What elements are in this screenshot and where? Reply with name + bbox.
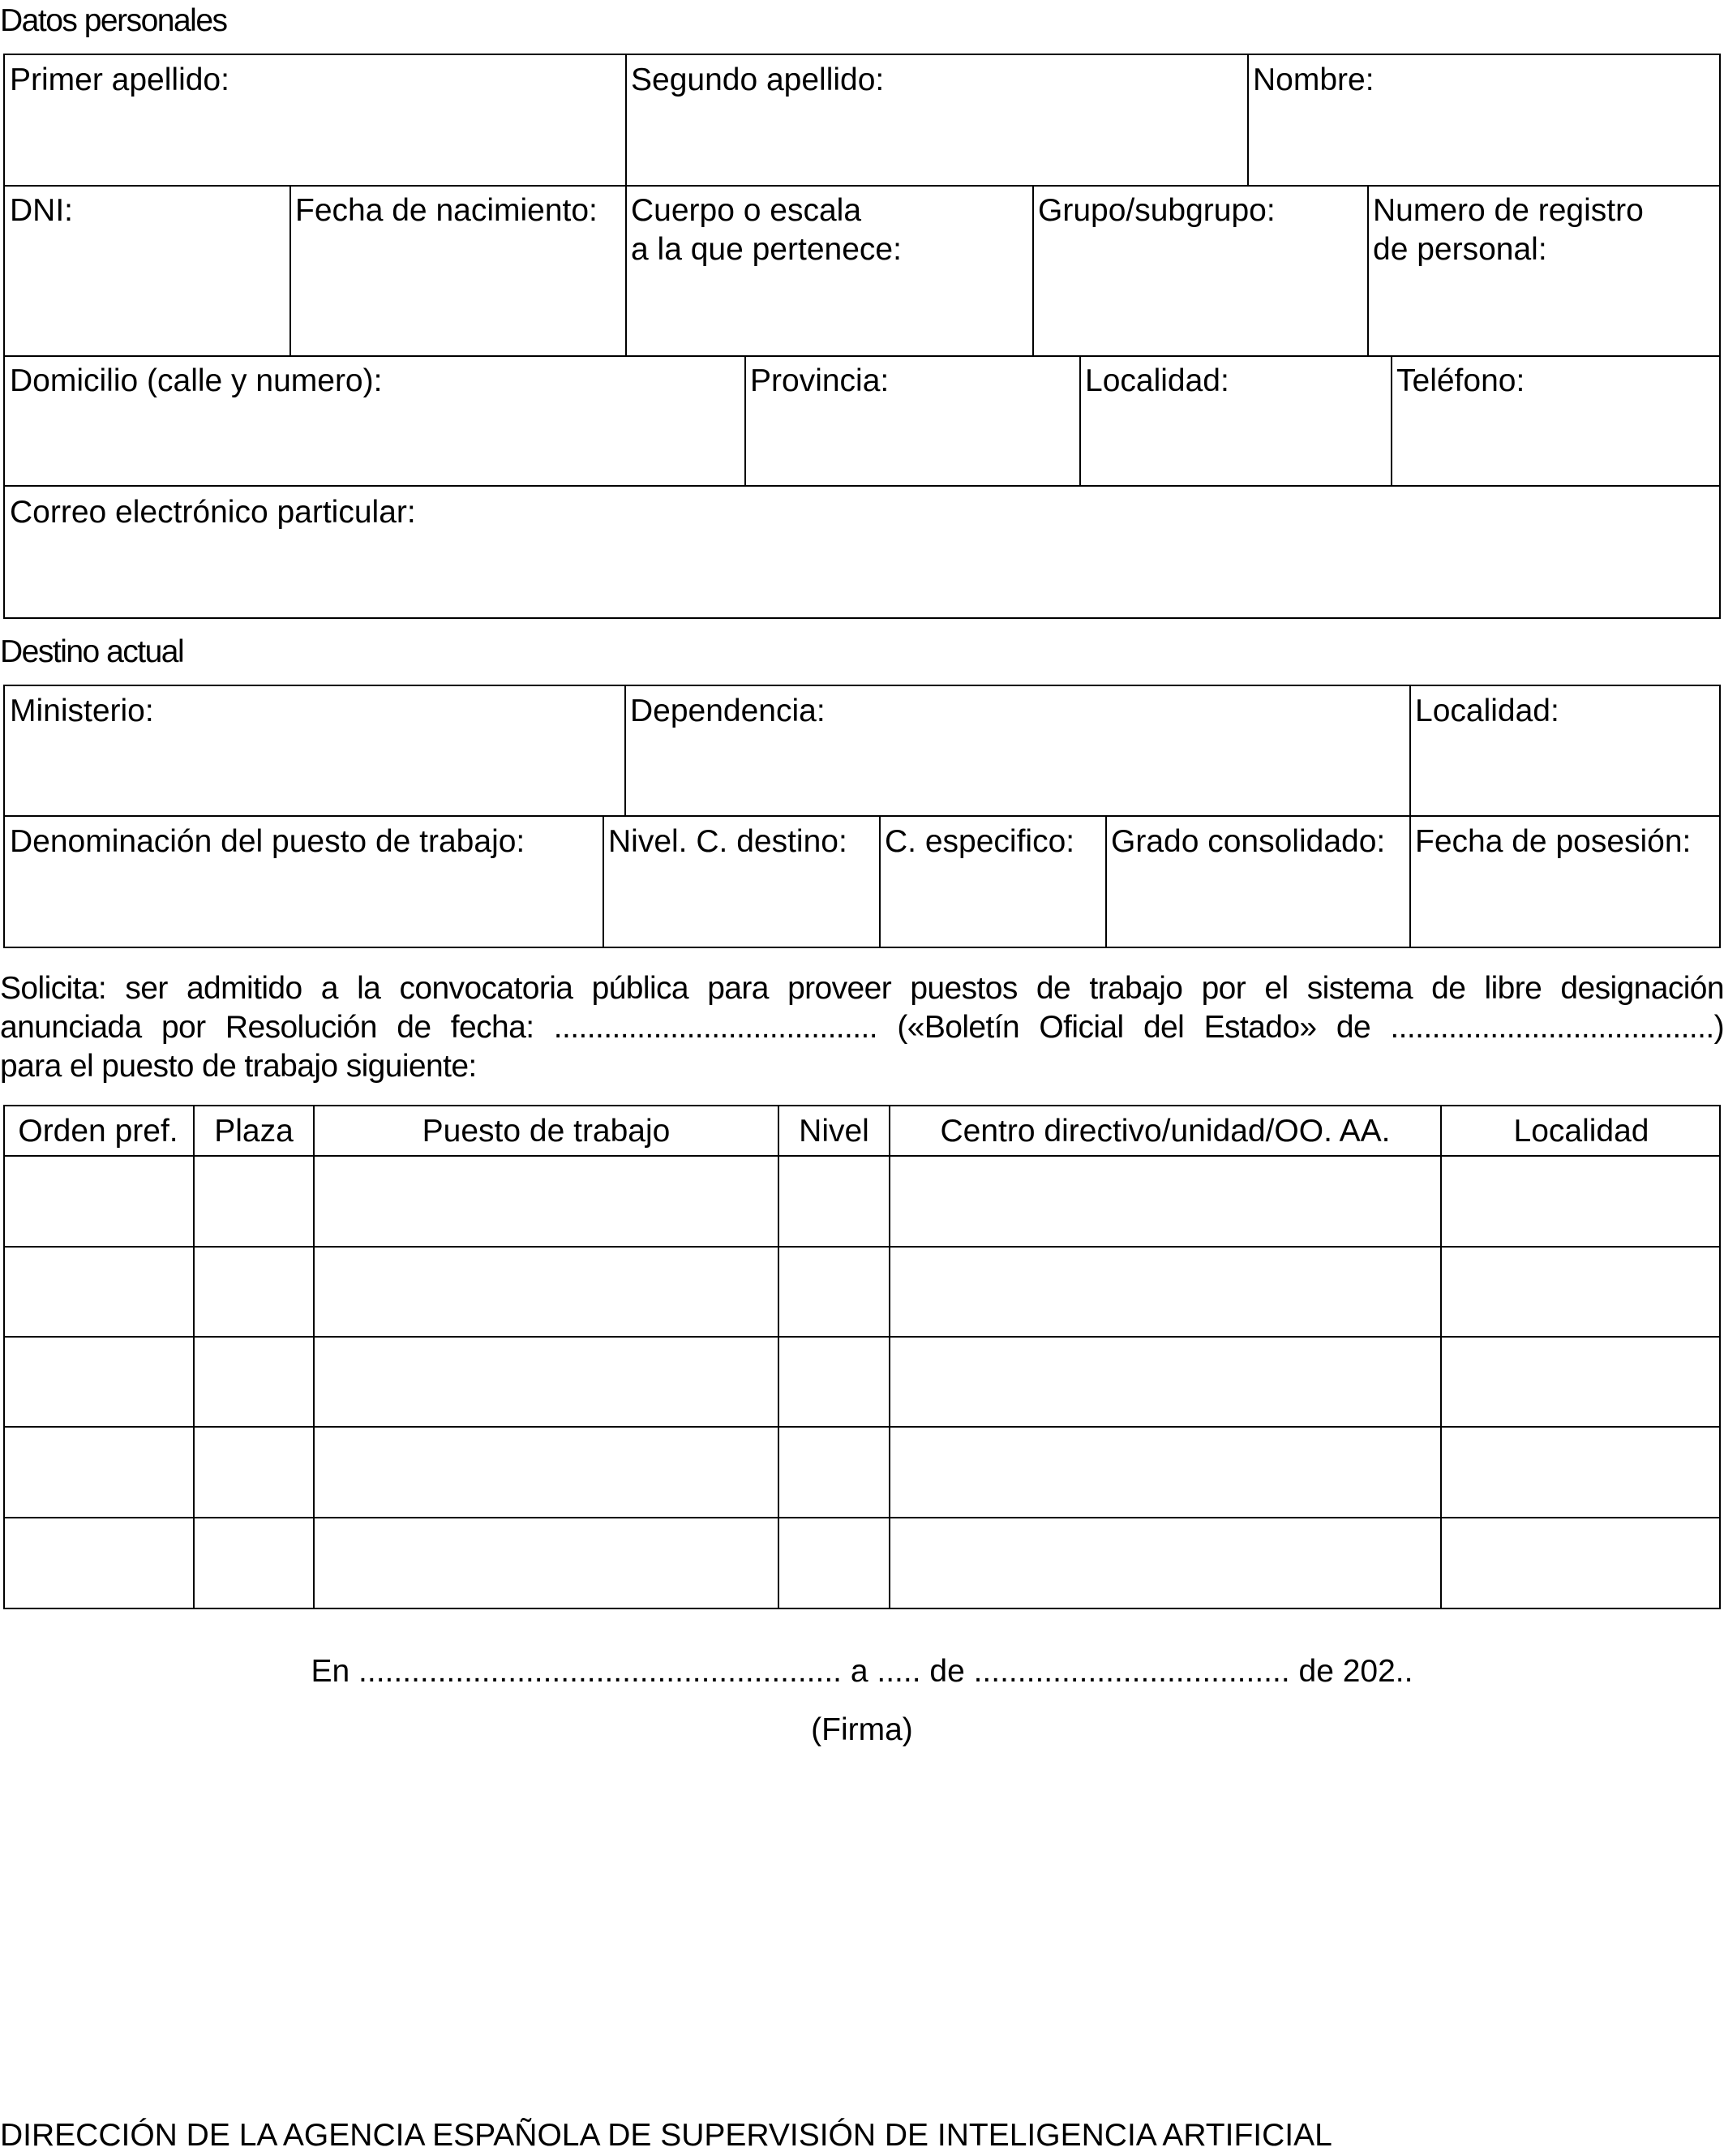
table-header-puesto-trabajo: Puesto de trabajo <box>422 1114 671 1149</box>
place-date-line[interactable]: En ....................................................... a ..... de .................................... de 202.. <box>311 1654 1413 1689</box>
table-header-nivel: Nivel <box>799 1114 869 1149</box>
field-nombre[interactable]: Nombre: <box>1253 62 1374 97</box>
field-numero-registro-line1: Numero de registro <box>1373 193 1644 228</box>
divider <box>1391 355 1392 485</box>
table-header-centro-directivo: Centro directivo/unidad/OO. AA. <box>940 1114 1391 1149</box>
divider <box>1247 54 1249 185</box>
divider <box>1032 185 1034 355</box>
field-numero-registro-line2: de personal: <box>1373 232 1547 267</box>
field-correo-electronico[interactable]: Correo electrónico particular: <box>10 495 416 530</box>
field-fecha-nacimiento[interactable]: Fecha de nacimiento: <box>295 193 598 228</box>
field-cuerpo-escala-line1: Cuerpo o escala <box>631 193 862 228</box>
field-dni[interactable]: DNI: <box>10 193 73 228</box>
field-primer-apellido[interactable]: Primer apellido: <box>10 62 229 97</box>
field-provincia[interactable]: Provincia: <box>750 363 890 398</box>
section-title-destino-actual: Destino actual <box>0 634 184 669</box>
divider <box>879 815 881 948</box>
field-denominacion-puesto[interactable]: Denominación del puesto de trabajo: <box>10 824 525 859</box>
personal-data-form <box>3 54 1721 619</box>
field-segundo-apellido[interactable]: Segundo apellido: <box>631 62 885 97</box>
field-grupo-subgrupo[interactable]: Grupo/subgrupo: <box>1038 193 1276 228</box>
field-nivel-c-destino[interactable]: Nivel. C. destino: <box>608 824 847 859</box>
field-c-especifico[interactable]: C. especifico: <box>885 824 1075 859</box>
signature-label: (Firma) <box>811 1712 913 1747</box>
divider <box>1367 185 1369 355</box>
field-fecha-posesion[interactable]: Fecha de posesión: <box>1415 824 1692 859</box>
table-header-localidad: Localidad <box>1513 1114 1649 1149</box>
table-row[interactable] <box>3 1157 1721 1246</box>
divider <box>3 815 1721 817</box>
divider <box>744 355 746 485</box>
request-line-1: Solicita: ser admitido a la convocatoria pública para proveer puestos de trabajo por el sistema de libre designación <box>0 971 1724 1006</box>
field-grado-consolidado[interactable]: Grado consolidado: <box>1111 824 1386 859</box>
table-header-plaza: Plaza <box>214 1114 294 1149</box>
divider <box>289 185 291 355</box>
request-line-3: para el puesto de trabajo siguiente: <box>0 1049 477 1084</box>
table-row[interactable] <box>3 1338 1721 1426</box>
divider <box>3 485 1721 487</box>
field-ministerio[interactable]: Ministerio: <box>10 694 154 728</box>
table-header-orden-pref: Orden pref. <box>18 1114 178 1149</box>
divider <box>3 355 1721 357</box>
table-row[interactable] <box>3 1518 1721 1608</box>
divider <box>1409 685 1411 948</box>
section-title-datos-personales: Datos personales <box>0 3 227 38</box>
divider <box>624 685 626 815</box>
field-localidad-destino[interactable]: Localidad: <box>1415 694 1559 728</box>
divider <box>1079 355 1081 485</box>
divider <box>3 185 1721 187</box>
divider <box>603 815 604 948</box>
divider <box>625 54 627 355</box>
request-line-2: anunciada por Resolución de fecha: ....................................... («Boletín Oficial del Estado» de .......................................) <box>0 1010 1724 1045</box>
field-dependencia[interactable]: Dependencia: <box>630 694 826 728</box>
field-telefono[interactable]: Teléfono: <box>1396 363 1525 398</box>
table-row[interactable] <box>3 1428 1721 1517</box>
table-row[interactable] <box>3 1248 1721 1336</box>
divider <box>1105 815 1107 948</box>
field-cuerpo-escala-line2: a la que pertenece: <box>631 232 902 267</box>
field-domicilio[interactable]: Domicilio (calle y numero): <box>10 363 383 398</box>
addressee-footer: DIRECCIÓN DE LA AGENCIA ESPAÑOLA DE SUPERVISIÓN DE INTELIGENCIA ARTIFICIAL <box>0 2118 1332 2153</box>
field-localidad-personal[interactable]: Localidad: <box>1085 363 1229 398</box>
